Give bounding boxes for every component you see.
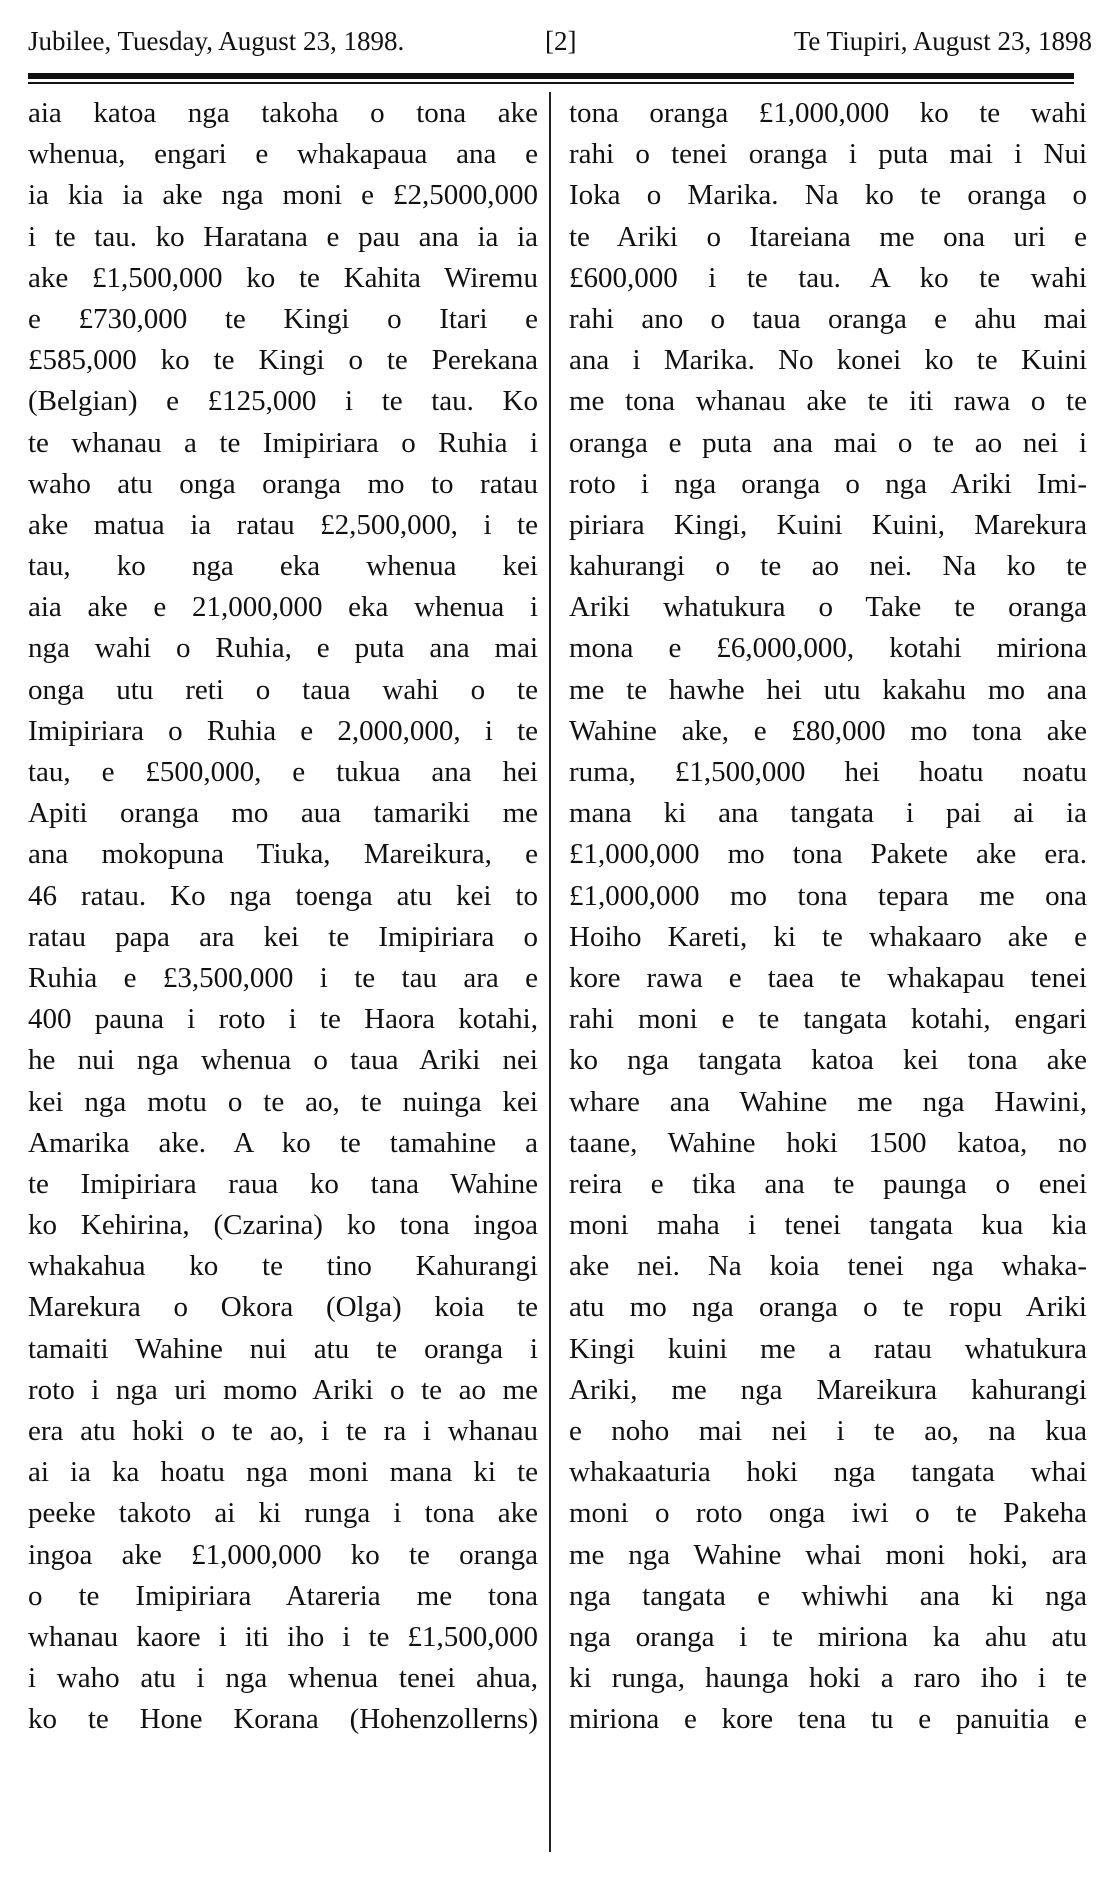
text-line: £1,000,000 mo tona Pakete ake era. <box>569 838 1087 871</box>
text-line: tau, e £500,000, e tukua ana hei <box>28 756 538 788</box>
text-line: ai ia ka hoatu nga moni mana ki te <box>28 1456 538 1489</box>
text-line: taane, Wahine hoki 1500 katoa, no <box>569 1126 1087 1159</box>
text-line: atu mo nga oranga o te ropu Ariki <box>569 1291 1087 1324</box>
text-line: o te Imipiriara Atareria me tona <box>28 1579 538 1612</box>
text-line: whakahua ko te tino Kahurangi <box>28 1250 538 1283</box>
header-rule-thick <box>28 73 1074 79</box>
text-line: ko te Hone Korana (Hohenzollerns) <box>28 1703 538 1736</box>
text-line: mana ki ana tangata i pai ai ia <box>569 797 1087 830</box>
header-left-date: Jubilee, Tuesday, August 23, 1898. <box>28 26 405 56</box>
text-line: rahi ano o taua oranga e ahu mai <box>569 302 1087 335</box>
text-line: tau, ko nga eka whenua kei <box>28 550 538 583</box>
text-line: onga utu reti o taua wahi o te <box>28 673 538 706</box>
text-line: whare ana Wahine me nga Hawini, <box>569 1085 1087 1118</box>
text-line: he nui nga whenua o taua Ariki nei <box>28 1044 538 1077</box>
text-line: miriona e kore tena tu e panuitia e <box>569 1703 1087 1736</box>
page-header <box>28 14 1092 58</box>
left-column <box>28 93 538 1741</box>
text-line: waho atu onga oranga mo to ratau <box>28 467 538 500</box>
text-line: £1,000,000 mo tona tepara me ona <box>569 879 1087 912</box>
text-line: tamaiti Wahine nui atu te oranga i <box>28 1332 538 1365</box>
text-line: Imipiriara o Ruhia e 2,000,000, i te <box>28 714 538 747</box>
text-line: 400 pauna i roto i te Haora kotahi, <box>28 1003 538 1036</box>
text-line: te Imipiriara raua ko tana Wahine <box>28 1167 538 1200</box>
text-line: ia kia ia ake nga moni e £2,5000,000 <box>28 179 538 212</box>
text-line: te whanau a te Imipiriara o Ruhia i <box>28 426 538 459</box>
text-line: whenua, engari e whakapaua ana e <box>28 138 538 171</box>
text-line: aia ake e 21,000,000 eka whenua i <box>28 591 538 624</box>
text-line: me nga Wahine whai moni hoki, ara <box>569 1538 1087 1571</box>
text-line: nga wahi o Ruhia, e puta ana mai <box>28 632 538 665</box>
text-line: whakaaturia hoki nga tangata whai <box>569 1456 1087 1489</box>
text-line: tona oranga £1,000,000 ko te wahi <box>569 97 1087 129</box>
header-right-date: Te Tiupiri, August 23, 1898 <box>793 26 1092 56</box>
text-line: roto i nga uri momo Ariki o te ao me <box>28 1373 538 1406</box>
text-line: whanau kaore i iti iho i te £1,500,000 <box>28 1620 538 1653</box>
text-line: Ioka o Marika. Na ko te oranga o <box>569 179 1087 212</box>
text-line: ko nga tangata katoa kei tona ake <box>569 1044 1087 1077</box>
text-line: rahi o tenei oranga i puta mai i Nui <box>569 138 1087 171</box>
text-line: Hoiho Kareti, ki te whakaaro ake e <box>569 920 1087 953</box>
header-rule-thin <box>28 82 1074 84</box>
text-line: e £730,000 te Kingi o Itari e <box>28 302 538 335</box>
text-line: te Ariki o Itareiana me ona uri e <box>569 220 1087 253</box>
text-line: moni maha i tenei tangata kua kia <box>569 1209 1087 1242</box>
text-line: kei nga motu o te ao, te nuinga kei <box>28 1085 538 1118</box>
text-line: nga tangata e whiwhi ana ki nga <box>569 1579 1087 1612</box>
text-line: nga oranga i te miriona ka ahu atu <box>569 1620 1087 1653</box>
text-line: £600,000 i te tau. A ko te wahi <box>569 261 1087 294</box>
text-line: Ariki whatukura o Take te oranga <box>569 591 1087 624</box>
text-line: ko Kehirina, (Czarina) ko tona ingoa <box>28 1209 538 1242</box>
text-line: me tona whanau ake te iti rawa o te <box>569 385 1087 418</box>
text-line: Apiti oranga mo aua tamariki me <box>28 797 538 830</box>
text-line: Marekura o Okora (Olga) koia te <box>28 1291 538 1324</box>
text-line: ana mokopuna Tiuka, Mareikura, e <box>28 838 538 871</box>
text-line: e noho mai nei i te ao, na kua <box>569 1415 1087 1447</box>
text-line: aia katoa nga takoha o tona ake <box>28 97 538 129</box>
text-line: mona e £6,000,000, kotahi miriona <box>569 632 1087 665</box>
text-line: ratau papa ara kei te Imipiriara o <box>28 920 538 953</box>
text-line: ake £1,500,000 ko te Kahita Wiremu <box>28 261 538 294</box>
text-line: moni o roto onga iwi o te Pakeha <box>569 1497 1087 1530</box>
page-number: [2] <box>545 26 577 56</box>
text-line: oranga e puta ana mai o te ao nei i <box>569 426 1087 459</box>
text-line: ingoa ake £1,000,000 ko te oranga <box>28 1538 538 1571</box>
text-line: piriara Kingi, Kuini Kuini, Marekura <box>569 508 1087 541</box>
text-line: (Belgian) e £125,000 i te tau. Ko <box>28 385 538 418</box>
text-line: ana i Marika. No konei ko te Kuini <box>569 344 1087 377</box>
text-line: roto i nga oranga o nga Ariki Imi- <box>569 467 1087 500</box>
text-line: i waho atu i nga whenua tenei ahua, <box>28 1662 538 1695</box>
text-line: £585,000 ko te Kingi o te Perekana <box>28 344 538 377</box>
right-column <box>569 93 1087 1741</box>
text-line: Wahine ake, e £80,000 mo tona ake <box>569 714 1087 747</box>
text-line: rahi moni e te tangata kotahi, engari <box>569 1003 1087 1036</box>
text-line: i te tau. ko Haratana e pau ana ia ia <box>28 220 538 253</box>
text-line: kahurangi o te ao nei. Na ko te <box>569 550 1087 583</box>
text-line: kore rawa e taea te whakapau tenei <box>569 961 1087 994</box>
text-line: Ariki, me nga Mareikura kahurangi <box>569 1373 1087 1406</box>
text-line: ake matua ia ratau £2,500,000, i te <box>28 508 538 541</box>
text-line: era atu hoki o te ao, i te ra i whanau <box>28 1415 538 1447</box>
text-line: reira e tika ana te paunga o enei <box>569 1167 1087 1200</box>
text-line: ake nei. Na koia tenei nga whaka- <box>569 1250 1087 1283</box>
text-line: Amarika ake. A ko te tamahine a <box>28 1126 538 1159</box>
column-divider <box>549 92 551 1852</box>
text-line: ruma, £1,500,000 hei hoatu noatu <box>569 756 1087 788</box>
text-line: Kingi kuini me a ratau whatukura <box>569 1332 1087 1365</box>
text-line: peeke takoto ai ki runga i tona ake <box>28 1497 538 1530</box>
text-line: Ruhia e £3,500,000 i te tau ara e <box>28 961 538 994</box>
text-line: ki runga, haunga hoki a raro iho i te <box>569 1662 1087 1695</box>
text-line: 46 ratau. Ko nga toenga atu kei to <box>28 879 538 912</box>
text-line: me te hawhe hei utu kakahu mo ana <box>569 673 1087 706</box>
